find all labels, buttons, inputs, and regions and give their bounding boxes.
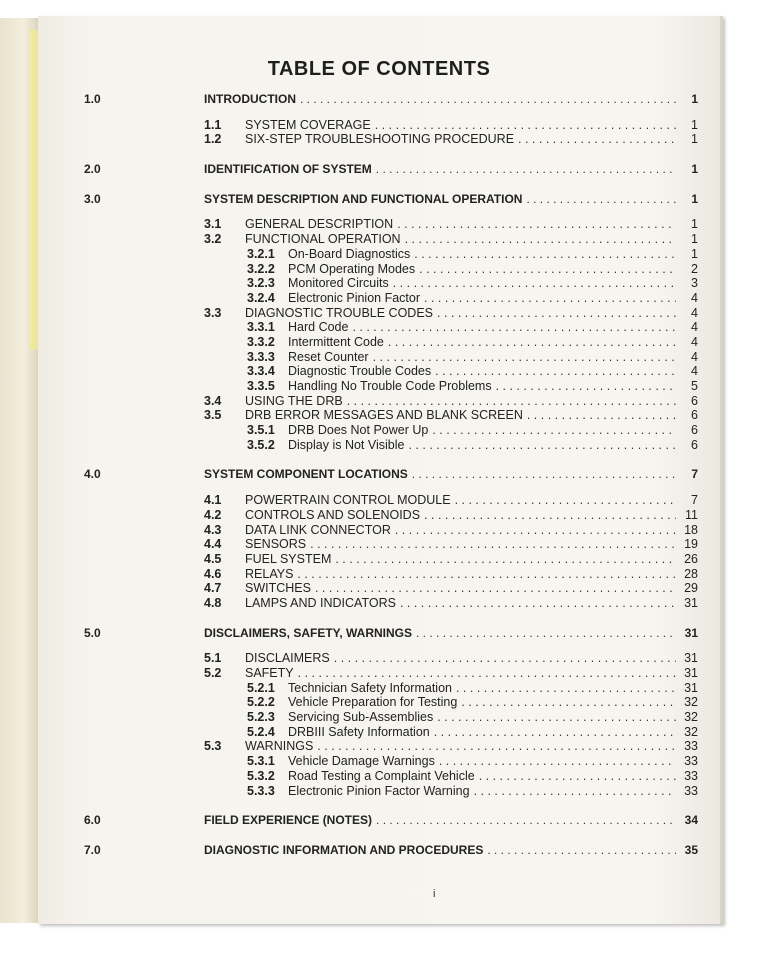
- toc-page-number: 2: [691, 261, 698, 276]
- toc-entry-label: FUNCTIONAL OPERATION: [245, 232, 401, 247]
- toc-entry-label: USING THE DRB: [245, 393, 343, 408]
- toc-leader-dots: [393, 276, 676, 291]
- toc-leader-dots: [408, 438, 676, 453]
- toc-leader-dots: [310, 537, 676, 552]
- toc-leader-dots: [474, 784, 676, 799]
- toc-entry: [126, 739, 698, 754]
- toc-section-number: 6.0: [84, 813, 101, 828]
- toc-entry-label: DIAGNOSTIC INFORMATION AND PROCEDURES: [204, 842, 484, 857]
- toc-leader-dots: [496, 379, 676, 394]
- toc-section-number: 2.0: [84, 162, 101, 177]
- toc-entry-label: DRBIII Safety Information: [288, 724, 430, 739]
- toc-leader-dots: [414, 247, 676, 262]
- toc-page-number: 33: [684, 754, 698, 769]
- toc-page-number: 28: [684, 566, 698, 581]
- toc-page-number: 33: [684, 739, 698, 754]
- toc-entry: [126, 769, 698, 784]
- toc-entry-label: DRB Does Not Power Up: [288, 423, 429, 438]
- toc-page-number: 31: [684, 651, 698, 666]
- toc-entry-label: Monitored Circuits: [288, 276, 389, 291]
- toc-leader-dots: [424, 291, 676, 306]
- toc-entry: [126, 552, 698, 567]
- toc-leader-dots: [373, 350, 676, 365]
- toc-entry-label: LAMPS AND INDICATORS: [245, 595, 396, 610]
- toc-entry-label: SYSTEM COMPONENT LOCATIONS: [204, 467, 408, 482]
- toc-leader-dots: [315, 581, 676, 596]
- toc-page-number: 6: [691, 423, 698, 438]
- toc-page-number: 33: [684, 768, 698, 783]
- yellow-tab-strip: [30, 30, 38, 350]
- toc-leader-dots: [376, 813, 676, 828]
- toc-page-number: 1: [691, 232, 698, 247]
- toc-entry-label: FIELD EXPERIENCE (NOTES): [204, 813, 373, 828]
- toc-leader-dots: [395, 523, 676, 538]
- toc-entry-label: Reset Counter: [288, 349, 369, 364]
- toc-section-number: 5.2.4: [247, 724, 275, 739]
- toc-entry-label: Intermittent Code: [288, 334, 384, 349]
- toc-section-number: 4.8: [204, 595, 222, 610]
- toc-leader-dots: [300, 92, 676, 107]
- toc-entry: [126, 217, 698, 232]
- toc-page-number: 31: [684, 595, 698, 610]
- toc-page-number: 32: [684, 695, 698, 710]
- toc-leader-dots: [375, 118, 676, 133]
- toc-section-number: 5.3.2: [247, 768, 275, 783]
- toc-entry: [126, 291, 698, 306]
- toc-section-number: 3.3.5: [247, 379, 275, 393]
- toc-page-number: 1: [691, 246, 698, 261]
- toc-section-number: 5.2.3: [247, 710, 275, 725]
- toc-page-number: 1: [691, 217, 698, 232]
- toc-entry-label: Electronic Pinion Factor: [288, 290, 421, 305]
- toc-section-number: 3.5.1: [247, 423, 275, 438]
- toc-leader-dots: [437, 710, 676, 725]
- toc-page-number: 31: [684, 625, 698, 640]
- toc-leader-dots: [435, 364, 676, 379]
- page-footer-mark: i: [433, 888, 436, 900]
- toc-entry-label: Hard Code: [288, 320, 349, 335]
- toc-leader-dots: [527, 408, 676, 423]
- toc-entry-label: Display is Not Visible: [288, 437, 405, 452]
- toc-section-number: 4.2: [204, 507, 222, 522]
- toc-page-number: 26: [684, 551, 698, 566]
- toc-entry-label: SAFETY: [245, 666, 294, 680]
- toc-section-number: 3.3.1: [247, 320, 275, 335]
- toc-page-number: 31: [684, 680, 698, 695]
- toc-leader-dots: [526, 192, 676, 207]
- toc-leader-dots: [376, 162, 676, 177]
- toc-entry-label: Diagnostic Trouble Codes: [288, 364, 432, 379]
- toc-entry: [126, 132, 698, 147]
- toc-entry-label: Vehicle Damage Warnings: [288, 754, 435, 769]
- toc-entry: [126, 438, 698, 453]
- toc-entry: [126, 581, 698, 596]
- toc-entry: [126, 232, 698, 247]
- toc-page-number: 4: [691, 364, 698, 379]
- toc-entry-label: Handling No Trouble Code Problems: [288, 379, 492, 393]
- toc-entry-label: Electronic Pinion Factor Warning: [288, 783, 470, 798]
- toc-entry: [126, 695, 698, 710]
- toc-leader-dots: [439, 754, 676, 769]
- toc-entry: [126, 394, 698, 409]
- toc-entry-label: DATA LINK CONNECTOR: [245, 522, 391, 537]
- toc-section-number: 3.2.3: [247, 276, 275, 291]
- toc-entry: [84, 191, 698, 207]
- toc-section-number: 3.5.2: [247, 437, 275, 452]
- toc-entry: [126, 350, 698, 365]
- toc-section-number: 4.3: [204, 522, 222, 537]
- toc-entry-label: DISCLAIMERS: [245, 651, 330, 666]
- toc-leader-dots: [416, 626, 676, 641]
- toc-entry: [126, 262, 698, 277]
- toc-entry: [126, 567, 698, 582]
- toc-section-number: 1.0: [84, 92, 101, 106]
- toc-leader-dots: [456, 681, 676, 696]
- toc-section-number: 3.2: [204, 232, 222, 247]
- toc-page-number: 1: [691, 132, 698, 147]
- toc-section-number: 3.0: [84, 191, 101, 206]
- toc-section-number: 4.7: [204, 581, 222, 596]
- toc-entry-label: SIX-STEP TROUBLESHOOTING PROCEDURE: [245, 132, 515, 147]
- toc-entry: [126, 681, 698, 696]
- toc-page-number: 7: [691, 493, 698, 508]
- document-page: [38, 16, 723, 924]
- toc-entry-label: RELAYS: [245, 566, 294, 581]
- toc-entry-label: Servicing Sub-Assemblies: [288, 710, 434, 725]
- toc-entry: [126, 508, 698, 523]
- toc-page-number: 5: [691, 379, 698, 393]
- toc-entry-label: PCM Operating Modes: [288, 261, 416, 276]
- toc-leader-dots: [335, 552, 676, 567]
- toc-page-number: 7: [691, 467, 698, 482]
- toc-leader-dots: [419, 262, 676, 277]
- toc-entry: [126, 118, 698, 133]
- toc-leader-dots: [455, 493, 676, 508]
- toc-leader-dots: [397, 217, 676, 232]
- toc-section-number: 5.3.3: [247, 783, 275, 798]
- toc-entry: [84, 467, 698, 482]
- toc-section-number: 3.3.4: [247, 364, 275, 379]
- toc-leader-dots: [405, 232, 676, 247]
- toc-entry-label: GENERAL DESCRIPTION: [245, 217, 394, 232]
- toc-entry: [84, 92, 698, 107]
- toc-entry-label: DRB ERROR MESSAGES AND BLANK SCREEN: [245, 408, 523, 423]
- toc-section-number: 5.2.2: [247, 695, 275, 710]
- toc-section-number: 4.1: [204, 493, 222, 508]
- toc-page-number: 6: [691, 437, 698, 452]
- toc-page-number: 11: [685, 507, 698, 522]
- toc-page-number: 32: [684, 724, 698, 739]
- toc-entry-label: SWITCHES: [245, 581, 311, 596]
- toc-leader-dots: [352, 320, 676, 335]
- toc-leader-dots: [297, 567, 676, 582]
- toc-entry-label: DISCLAIMERS, SAFETY, WARNINGS: [204, 625, 413, 640]
- toc-section-number: 4.5: [204, 551, 222, 566]
- toc-page-number: 4: [691, 305, 698, 320]
- toc-entry: [126, 335, 698, 350]
- toc-leader-dots: [400, 596, 676, 611]
- toc-entry-label: Vehicle Preparation for Testing: [288, 695, 458, 710]
- toc-entry: [126, 493, 698, 508]
- toc-page-number: 3: [691, 276, 698, 291]
- toc-leader-dots: [479, 769, 676, 784]
- toc-entry: [126, 666, 698, 681]
- table-of-contents: [84, 92, 698, 858]
- toc-leader-dots: [317, 739, 676, 754]
- toc-section-number: 3.3.3: [247, 349, 275, 364]
- toc-leader-dots: [432, 423, 676, 438]
- toc-page-number: 32: [684, 710, 698, 725]
- toc-entry: [126, 725, 698, 740]
- toc-entry: [126, 276, 698, 291]
- toc-entry: [126, 754, 698, 769]
- toc-section-number: 5.2: [204, 666, 222, 680]
- toc-entry-label: FUEL SYSTEM: [245, 551, 332, 566]
- toc-entry-label: WARNINGS: [245, 739, 314, 754]
- toc-section-number: 3.2.4: [247, 290, 275, 305]
- toc-page-number: 35: [684, 842, 698, 857]
- toc-entry: [84, 813, 698, 828]
- toc-page-number: 31: [684, 666, 698, 680]
- toc-page-number: 4: [691, 349, 698, 364]
- toc-page-number: 1: [691, 191, 698, 206]
- toc-page-number: 6: [691, 393, 698, 408]
- toc-leader-dots: [334, 651, 676, 666]
- toc-leader-dots: [518, 132, 676, 147]
- toc-entry: [126, 320, 698, 335]
- toc-entry-label: CONTROLS AND SOLENOIDS: [245, 507, 421, 522]
- toc-entry: [126, 537, 698, 552]
- toc-page-number: 4: [691, 290, 698, 305]
- toc-entry: [126, 364, 698, 379]
- toc-section-number: 7.0: [84, 842, 101, 857]
- page-title: TABLE OF CONTENTS: [267, 58, 491, 80]
- toc-section-number: 5.1: [204, 651, 222, 666]
- toc-entry-label: IDENTIFICATION OF SYSTEM: [204, 162, 372, 177]
- toc-entry-label: Road Testing a Complaint Vehicle: [288, 768, 475, 783]
- toc-section-number: 4.0: [84, 467, 101, 482]
- toc-section-number: 3.4: [204, 393, 222, 408]
- toc-entry-label: SYSTEM COVERAGE: [245, 117, 371, 132]
- toc-section-number: 3.3.2: [247, 334, 275, 349]
- toc-section-number: 5.0: [84, 625, 101, 640]
- toc-entry-label: On-Board Diagnostics: [288, 246, 411, 261]
- toc-section-number: 4.6: [204, 566, 222, 581]
- toc-leader-dots: [487, 843, 676, 858]
- toc-page-number: 19: [684, 537, 698, 552]
- toc-section-number: 1.1: [204, 117, 222, 132]
- toc-entry: [126, 379, 698, 394]
- toc-entry: [126, 596, 698, 611]
- toc-page-number: 4: [691, 320, 698, 335]
- toc-page-number: 33: [684, 783, 698, 798]
- toc-leader-dots: [437, 306, 676, 321]
- toc-entry: [84, 842, 698, 858]
- toc-entry-label: DIAGNOSTIC TROUBLE CODES: [245, 305, 433, 320]
- toc-entry: [126, 651, 698, 666]
- toc-leader-dots: [434, 725, 676, 740]
- toc-leader-dots: [424, 508, 676, 523]
- toc-entry: [126, 523, 698, 538]
- toc-entry-label: Technician Safety Information: [288, 680, 452, 695]
- toc-leader-dots: [461, 695, 676, 710]
- toc-entry: [126, 247, 698, 262]
- toc-page-number: 18: [684, 522, 698, 537]
- toc-section-number: 3.2.1: [247, 246, 275, 261]
- toc-page-number: 6: [691, 408, 698, 423]
- toc-leader-dots: [388, 335, 676, 350]
- toc-entry: [126, 423, 698, 438]
- toc-section-number: 3.2.2: [247, 261, 275, 276]
- toc-section-number: 5.2.1: [247, 680, 275, 695]
- toc-section-number: 5.3.1: [247, 754, 275, 769]
- toc-leader-dots: [298, 666, 676, 681]
- toc-section-number: 3.3: [204, 305, 222, 320]
- toc-page-number: 1: [691, 162, 698, 177]
- toc-entry-label: SENSORS: [245, 537, 307, 552]
- toc-entry: [126, 710, 698, 725]
- toc-entry-label: POWERTRAIN CONTROL MODULE: [245, 493, 451, 508]
- toc-entry: [126, 408, 698, 423]
- toc-entry: [84, 625, 698, 641]
- toc-section-number: 3.1: [204, 217, 222, 232]
- toc-page-number: 34: [684, 813, 698, 828]
- toc-leader-dots: [412, 467, 676, 482]
- toc-page-number: 4: [691, 334, 698, 349]
- toc-entry-label: SYSTEM DESCRIPTION AND FUNCTIONAL OPERATION: [204, 191, 523, 206]
- toc-entry: [84, 162, 698, 177]
- toc-section-number: 4.4: [204, 537, 222, 552]
- toc-page-number: 29: [684, 581, 698, 596]
- toc-entry-label: INTRODUCTION: [204, 92, 296, 106]
- toc-page-number: 1: [691, 117, 698, 132]
- toc-entry: [126, 784, 698, 799]
- toc-section-number: 5.3: [204, 739, 222, 754]
- toc-leader-dots: [347, 394, 676, 409]
- toc-section-number: 3.5: [204, 408, 222, 423]
- toc-entry: [126, 306, 698, 321]
- toc-page-number: 1: [691, 92, 698, 106]
- toc-section-number: 1.2: [204, 132, 222, 147]
